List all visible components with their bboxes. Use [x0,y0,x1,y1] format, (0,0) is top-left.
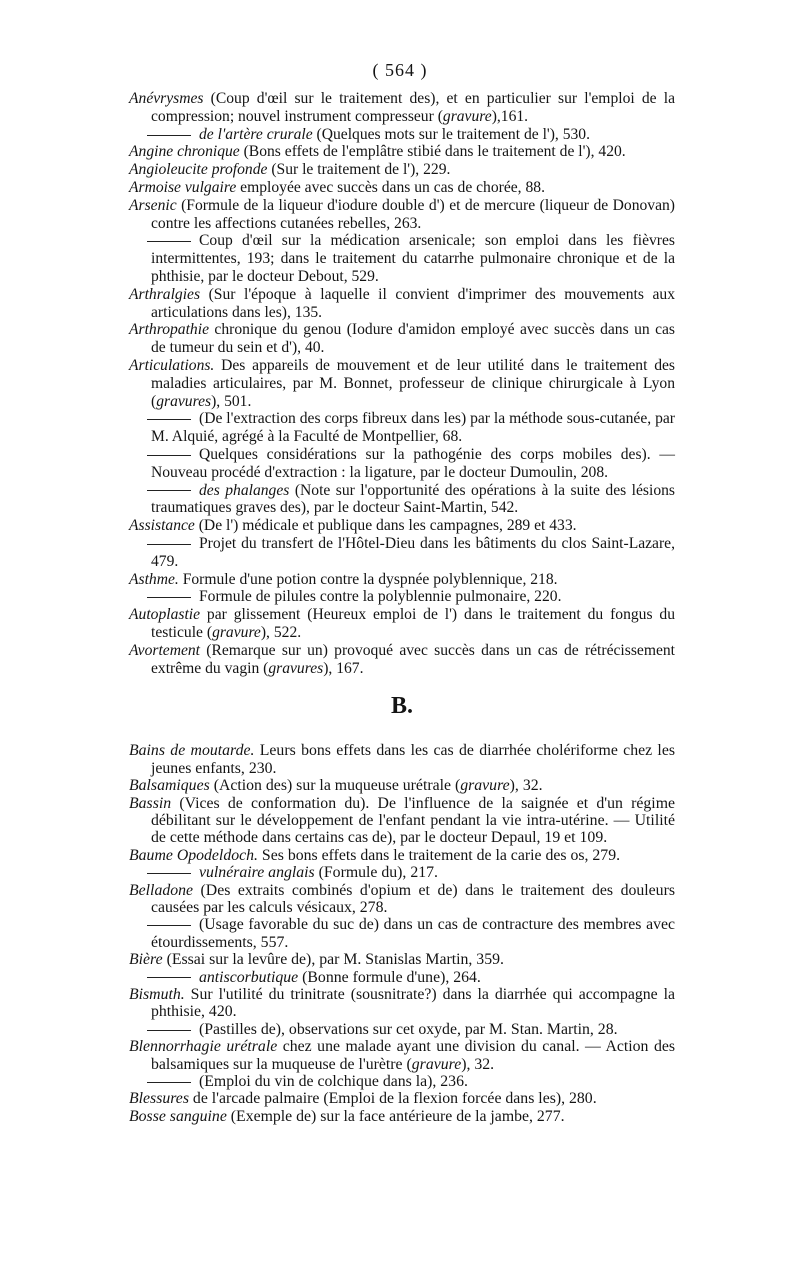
entry-text: (Vices de conformation du). De l'influence de la saignée et d'un régime débilitant sur le développement de l'enfant pendant la vie intra-utérine. — Utilité de cette méthode dans certains cas de), par le docteur Depaul, 19 et 109. [151,794,675,847]
entry-text: (De l') médicale et publique dans les campagnes, 289 et 433. [194,517,577,535]
entry-text: Ses bons effets dans le traitement de la carie des os, 279. [257,846,621,864]
index-entry [129,916,675,951]
page-number: ( 564 ) [372,60,428,80]
entry-italic-note: gravure [460,777,510,795]
entry-text: Formule de pilules contre la polyblennie pulmonaire, 220. [199,588,562,606]
index-entry [129,1038,675,1073]
index-entry [129,410,675,446]
index-entry [129,777,675,794]
index-entry [129,357,675,410]
entry-text: (Exemple de) sur la face antérieure de la jambe, 277. [226,1107,565,1125]
index-entry [129,321,675,357]
entry-heading: Bassin [129,794,172,812]
index-entry [129,571,675,589]
entry-text: (Quelques mots sur le traitement de l'), 530. [312,125,590,143]
entry-italic-note: gravure [411,1055,462,1073]
index-entry [129,143,675,161]
entry-tail: ), 501. [211,392,252,410]
index-entry [129,1021,675,1038]
ditto-dash [147,977,191,978]
ditto-dash [147,241,191,242]
entry-heading: Bismuth. [129,985,185,1003]
entry-text: employée avec succès dans un cas de chorée, 88. [236,178,545,196]
index-entry [129,847,675,864]
entry-text: (Essai sur la levûre de), par M. Stanislas Martin, 359. [162,951,504,969]
index-entry [129,446,675,482]
index-entry [129,882,675,917]
entry-text: de l'arcade palmaire (Emploi de la flexion forcée dans les), 280. [188,1090,597,1108]
entry-text: (Bons effets de l'emplâtre stibié dans le traitement de l'), 420. [239,143,626,161]
index-entry [129,482,675,518]
section-b-heading: B. [390,693,413,720]
entry-heading: Balsamiques [129,777,210,795]
entry-text: chez une malade ayant une division du canal. — Action des balsamiques sur la muqueuse de l'urètre ( [151,1038,675,1073]
index-entry [129,1108,675,1125]
entry-heading: Arthropathie [129,321,209,339]
ditto-dash [147,1082,191,1083]
ditto-dash [147,490,191,491]
entry-heading: Belladone [129,881,194,899]
entry-text: (Action des) sur la muqueuse urétrale ( [209,777,461,795]
index-entry [129,1090,675,1107]
index-entry [129,642,675,678]
entry-tail: ), 32. [509,777,543,795]
entry-heading: Assistance [129,517,195,535]
entry-heading: Armoise vulgaire [129,178,237,196]
entry-text: (Emploi du vin de colchique dans la), 236. [199,1073,468,1091]
index-entry [129,986,675,1021]
index-entry [129,126,675,144]
index-entry [129,606,675,642]
index-entry [129,232,675,285]
index-entry [129,864,675,881]
ditto-dash [147,873,191,874]
section-b-entries [129,742,675,1125]
entry-text: (Pastilles de), observations sur cet oxyde, par M. Stan. Martin, 28. [199,1020,618,1038]
ditto-dash [147,419,191,420]
entry-tail: ), 167. [323,659,364,677]
entry-heading: Arsenic [129,196,177,214]
entry-text: (Bonne formule d'une), 264. [298,968,481,986]
ditto-dash [147,135,191,136]
entry-heading: Blennorrhagie urétrale [129,1038,278,1056]
entry-heading: Arthralgies [129,285,201,303]
index-column [129,90,675,1125]
ditto-dash [147,597,191,598]
entry-text: Coup d'œil sur la médication arsenicale; son emploi dans les fièvres intermittentes, 193; dans le traitement du catarrhe pulmonaire chronique et de la phthisie, par le docteur Debout, 529. [151,232,675,285]
entry-heading: Bière [129,951,163,969]
index-entry [129,179,675,197]
entry-heading: Autoplastie [129,606,201,624]
entry-text: (Sur le traitement de l'), 229. [267,161,451,179]
entry-text: Leurs bons effets dans les cas de diarrhée cholériforme chez les jeunes enfants, 230. [151,742,675,777]
entry-heading: vulnéraire anglais [199,864,315,882]
entry-heading: Blessures [129,1090,189,1108]
entry-heading: Angine chronique [129,143,240,161]
entry-text: (Remarque sur un) provoqué avec succès dans un cas de rétrécissement extrême du vagin ( [151,641,675,677]
index-entry [129,588,675,606]
entry-text: (Des extraits combinés d'opium et de) dans le traitement des douleurs causées par les calculs vésicaux, 278. [151,881,675,916]
index-entry [129,161,675,179]
entry-text: (Coup d'œil sur le traitement des), et en particulier sur l'emploi de la compression; nouvel instrument compresseur ( [151,90,675,125]
index-entry [129,90,675,126]
index-entry [129,1073,675,1090]
entry-text: Projet du transfert de l'Hôtel-Dieu dans les bâtiments du clos Saint-Lazare, 479. [151,534,675,570]
entry-italic-note: gravure [442,107,492,125]
entry-heading: Asthme. [129,570,179,588]
index-entry [129,951,675,968]
index-entry [129,517,675,535]
entry-text: (De l'extraction des corps fibreux dans les) par la méthode sous-cutanée, par M. Alquié, agrégé à la Faculté de Montpellier, 68. [151,410,675,446]
entry-text: Formule d'une potion contre la dyspnée polyblennique, 218. [178,570,558,588]
entry-heading: Articulations. [129,356,215,374]
entry-text: (Usage favorable du suc de) dans un cas de contracture des membres avec étourdissements, 557. [151,916,675,951]
entry-tail: ), 522. [260,623,302,641]
index-entry [129,286,675,322]
entry-text: Sur l'utilité du trinitrate (sousnitrate?) dans la diarrhée qui accompagne la phthisie, 420. [151,985,675,1021]
entry-italic-note: gravures [268,659,324,677]
entry-tail: ), 32. [461,1055,495,1073]
entry-heading: Bains de moutarde. [129,742,255,760]
ditto-dash [147,544,191,545]
entry-text: par glissement (Heureux emploi de l') dans le traitement du fongus du testicule ( [151,606,675,641]
entry-heading: des phalanges [199,481,290,499]
entry-heading: Bosse sanguine [129,1107,227,1125]
index-entry [129,742,675,777]
entry-heading: Avortement [129,641,201,659]
entry-text: (Formule du), 217. [314,864,438,882]
index-entry [129,535,675,571]
ditto-dash [147,1030,191,1031]
entry-text: (Sur l'époque à laquelle il convient d'imprimer des mouvements aux articulations dans les), 135. [151,285,675,321]
entry-heading: Angioleucite profonde [129,161,268,179]
ditto-dash [147,925,191,926]
index-entry [129,197,675,233]
entry-text: Quelques considérations sur la pathogénie des corps mobiles des). — Nouveau procédé d'extraction : la ligature, par le docteur Dumoulin, 208. [151,445,675,481]
entry-heading: Anévrysmes [129,90,204,107]
entry-italic-note: gravures [156,392,212,410]
index-entry [129,969,675,986]
entry-italic-note: gravure [212,623,261,641]
entry-text: (Formule de la liqueur d'iodure double d') et de mercure (liqueur de Donovan) contre les affections cutanées rebelles, 263. [151,196,675,232]
section-a-entries [129,90,675,677]
ditto-dash [147,455,191,456]
entry-text: Des appareils de mouvement et de leur utilité dans le traitement des maladies articulaires, par M. Bonnet, professeur de clinique chirurgicale à Lyon ( [151,356,675,410]
index-entry [129,795,675,847]
entry-heading: de l'artère crurale [199,125,313,143]
entry-text: (Note sur l'opportunité des opérations à la suite des lésions traumatiques graves des), par le docteur Saint-Martin, 542. [151,481,675,517]
entry-tail: ),161. [491,107,529,125]
entry-heading: antiscorbutique [199,968,299,986]
entry-heading: Baume Opodeldoch. [129,846,258,864]
entry-text: chronique du genou (Iodure d'amidon employé avec succès dans un cas de tumeur du sein et d'), 40. [151,321,675,357]
